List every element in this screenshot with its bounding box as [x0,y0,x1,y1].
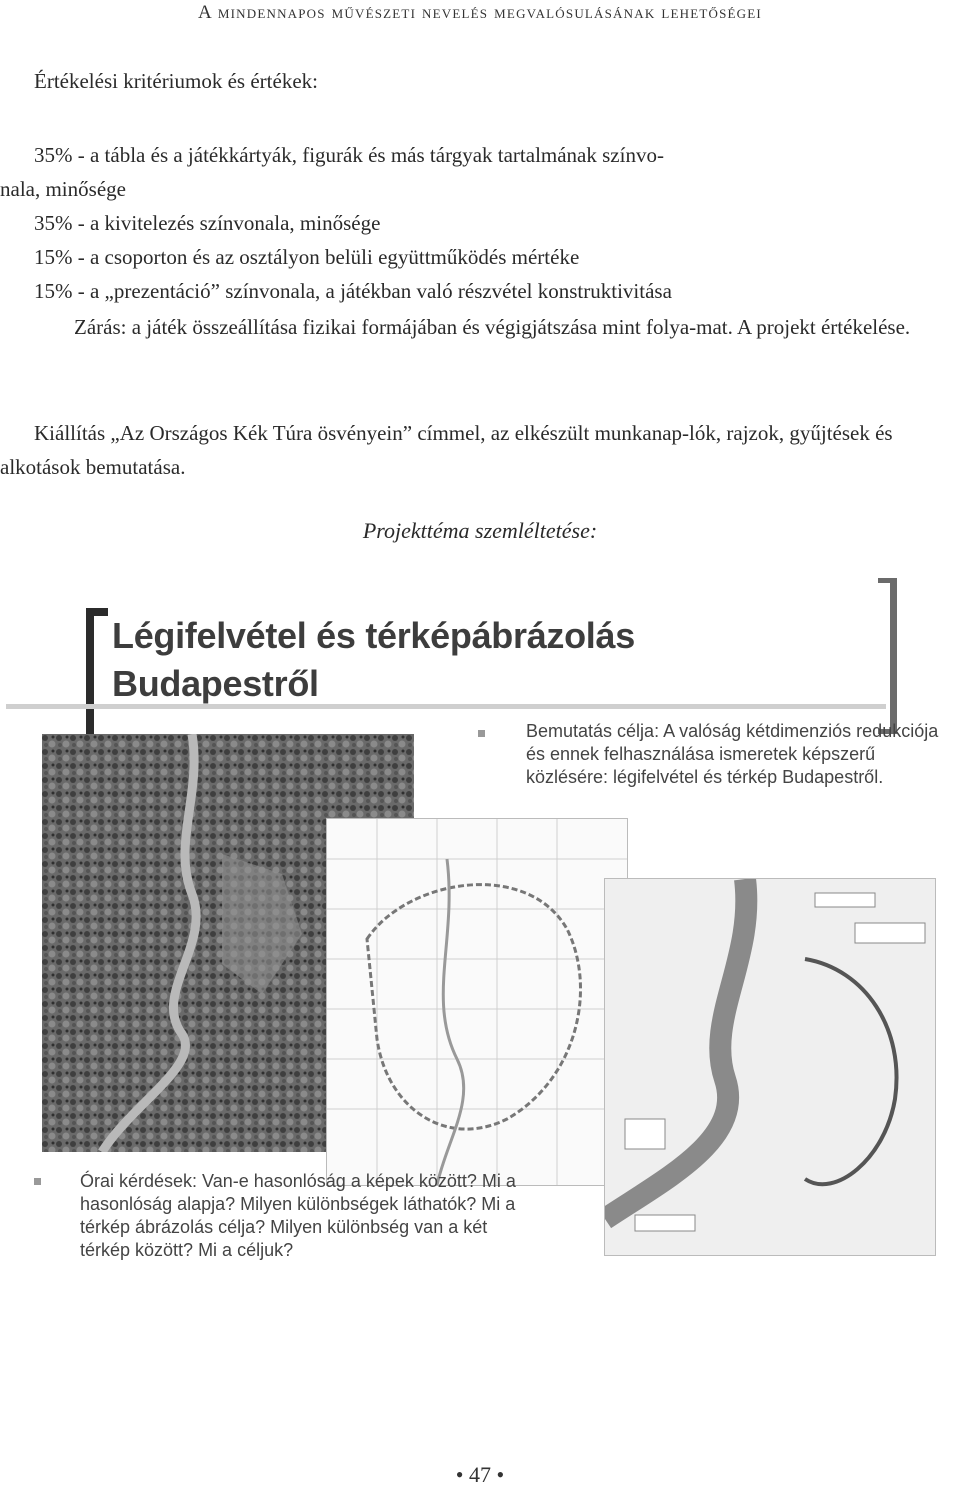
criteria-list [0,138,926,308]
criteria-item: 15% - a „prezentáció” színvonala, a játékban való részvétel konstruktivitása [34,279,672,303]
slide-divider [6,704,886,709]
slide-bullet-purpose: Bemutatás célja: A valóság kétdimenziós redukciója és ennek felhasználása ismeretek képszerű közlésére: légifelvétel és térkép Budapestről. [526,721,939,787]
exhibition-text: Kiállítás „Az Országos Kék Túra ösvényein” címmel, az elkészült munkanap-lók, rajzok, gyűjtések és alkotások bemutatása. [0,421,893,479]
closing-text: Zárás: a játék összeállítása fizikai formájában és végigjátszása mint folya-mat. A projekt értékelése. [74,315,911,339]
criteria-heading: Értékelési kritériumok és értékek: [34,69,318,93]
slide-title-line: Budapestről [112,663,319,704]
criteria-item: 35% - a kivitelezés színvonala, minősége [34,211,381,235]
bullet-icon [478,730,485,737]
slide-title-line: Légifelvétel és térképábrázolás [112,615,635,656]
slide-bullet-questions: Órai kérdések: Van-e hasonlóság a képek között? Mi a hasonlóság alapja? Milyen különbségek láthatók? Mi a térkép ábrázolás célja? Milyen különbség van a két térkép között? Mi a céljuk? [80,1171,516,1260]
figure-caption: Projekttéma szemléltetése: [362,518,598,543]
closing-paragraph [0,310,926,344]
criteria-item: 15% - a csoporton és az osztályon belüli együttműködés mértéke [34,245,580,269]
city-map-image [326,818,628,1186]
slide-title [112,612,635,708]
exhibition-paragraph [0,416,926,484]
presentation-slide-image [0,572,960,1292]
right-bracket-decoration [878,578,897,734]
left-bracket-decoration [86,608,108,744]
page-number: • 47 • [455,1462,505,1487]
criteria-item: 35% - a tábla és a játékkártyák, figurák és más tárgyak tartalmának színvo- [34,143,664,167]
illustrated-map-image [604,878,936,1256]
bullet-icon [34,1178,41,1185]
running-header: A mindennapos művészeti nevelés megvalósulásának lehetőségei [198,2,762,23]
criteria-item-continuation: nala, minősége [0,177,126,201]
